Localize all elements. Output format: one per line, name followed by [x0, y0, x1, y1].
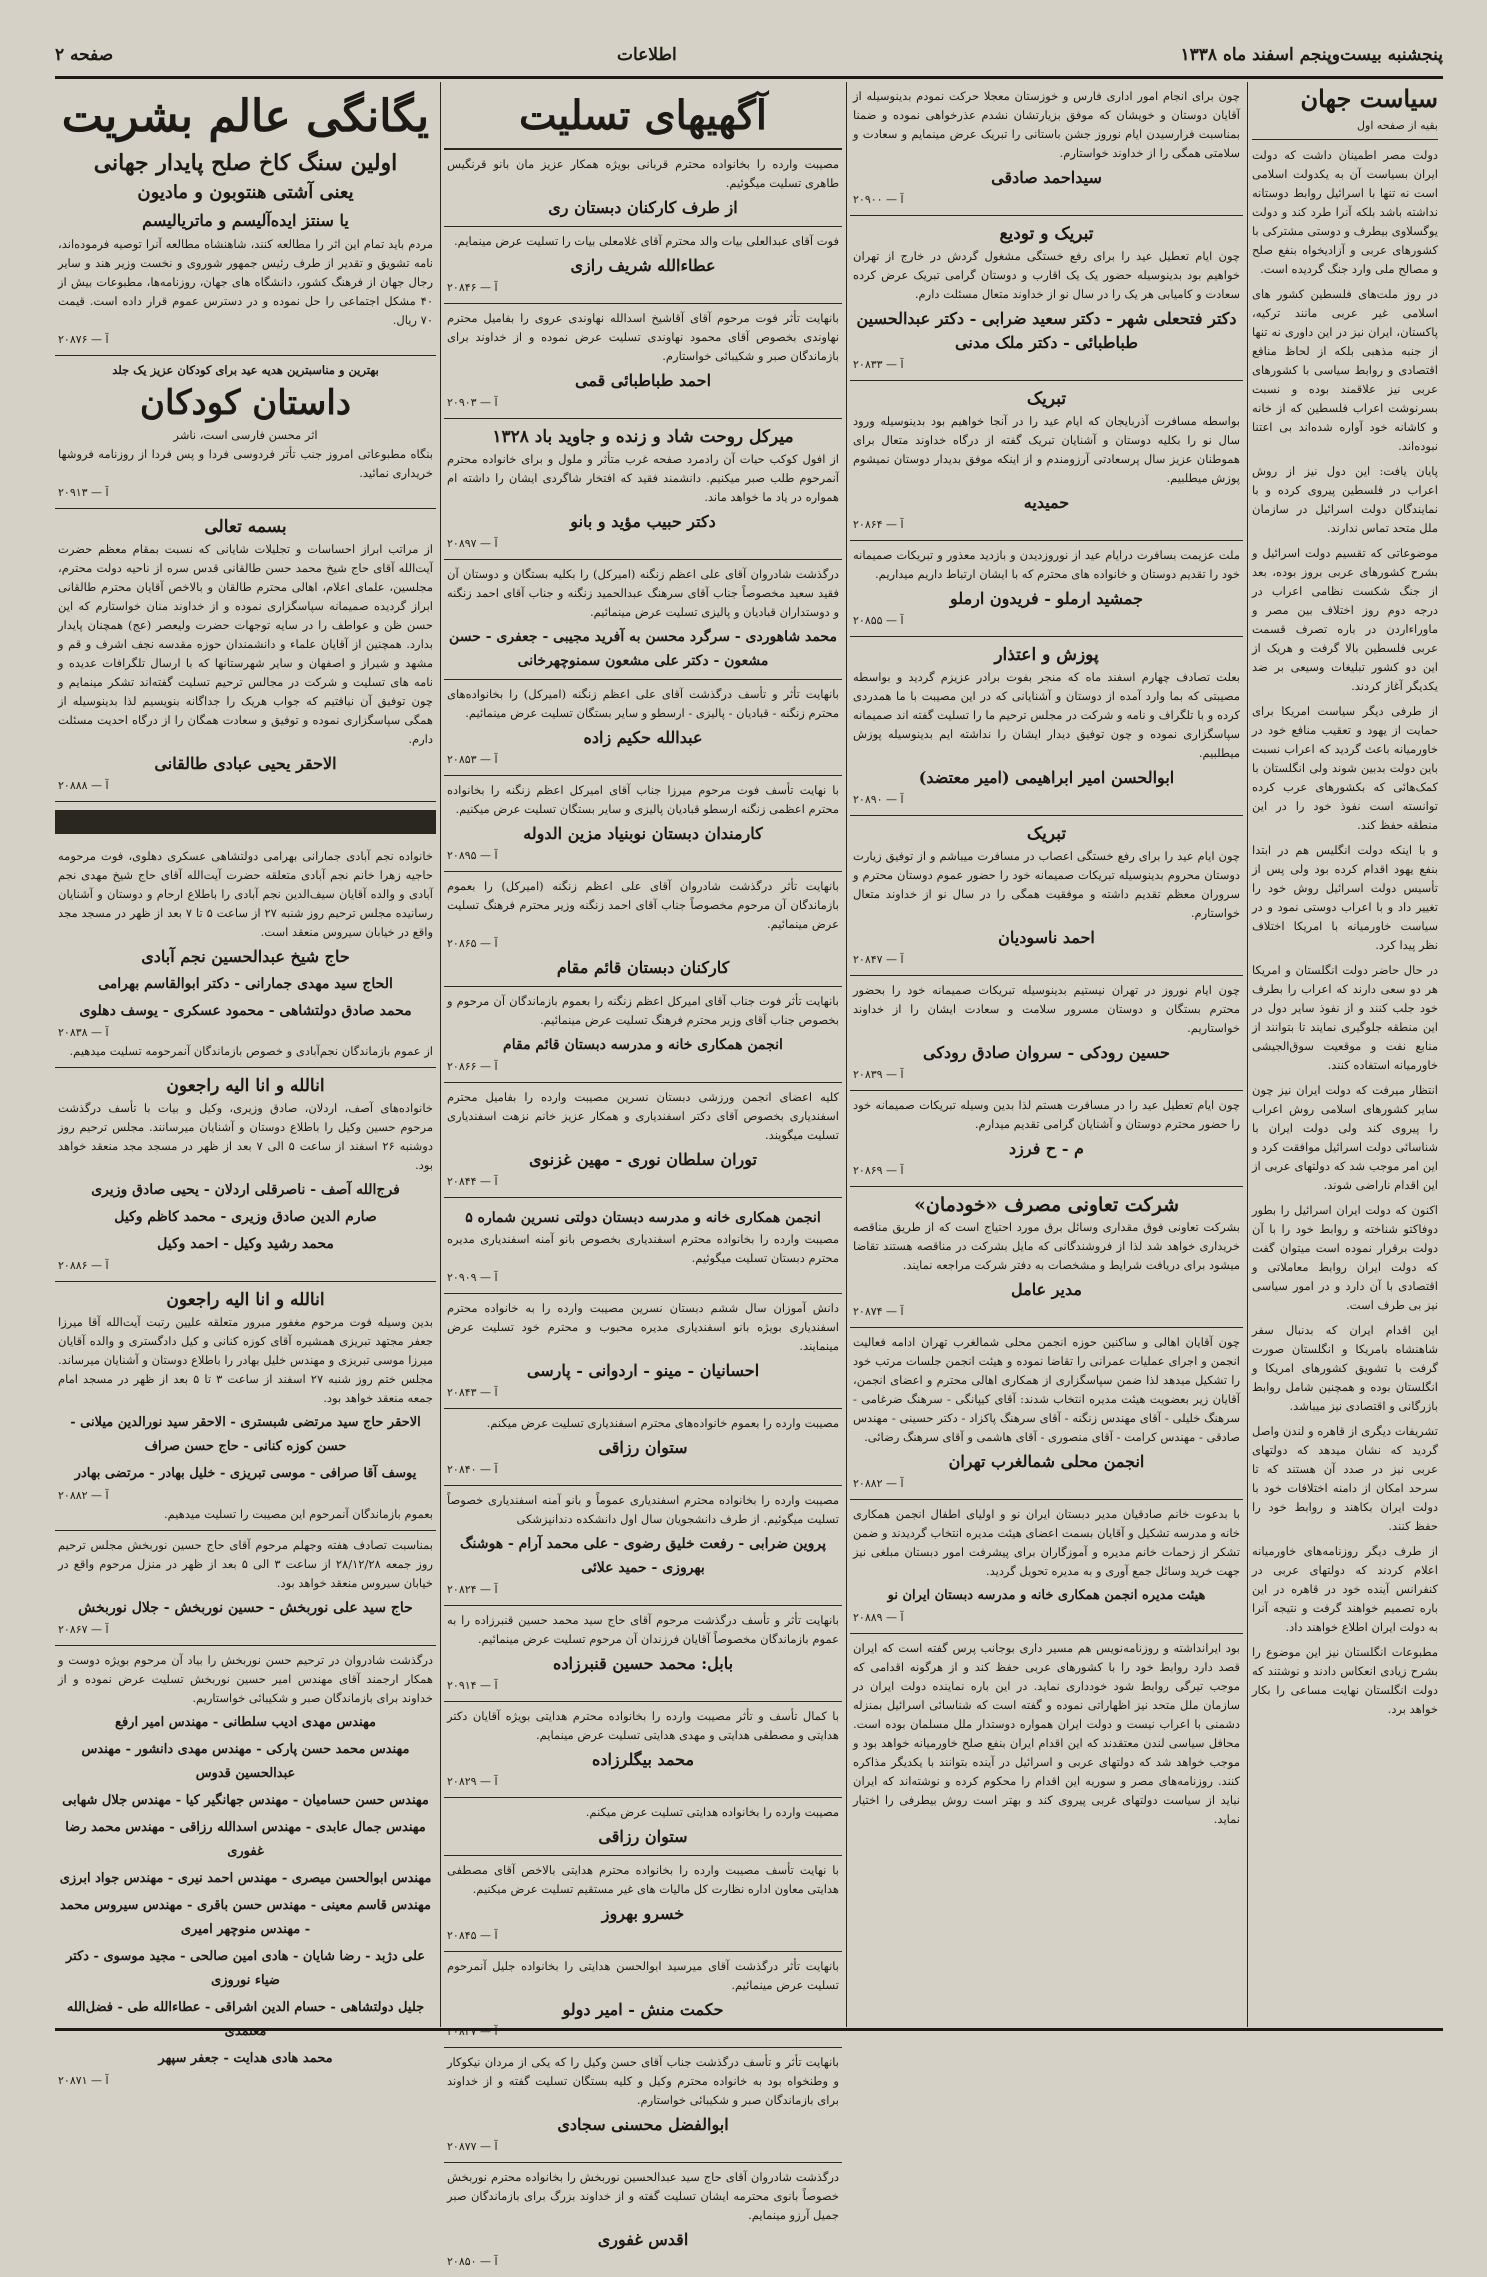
article-paragraph: تشریفات دیگری از قاهره و لندن واصل گردید که نشان میدهد که دولتهای عربی نیز در صدد آن هستند که تا سرحد امکان از دامنه اختلافات خود با دولت ایران بکاهند و روابط خود را حفظ کنند. [1252, 1424, 1438, 1533]
ad-signature: اقدس غفوری [597, 2230, 689, 2249]
ad-signature: انجمن همکاری خانه و مدرسه دبستان دولتی نسرین شماره ۵ [465, 1210, 821, 1226]
ad-signature: ستوان رزاقی [598, 1827, 688, 1846]
article-paragraph: اکنون که دولت ایران اسرائیل را بطور دوفاکتو شناخته و روابط خود را با آن دولت برقرار نموده است میتوان گفت که دولت ایران روابط معاملاتی و اقتصادی با آن دارد و در امور سیاسی نیز بی طرف است. [1252, 1203, 1438, 1312]
ad-code: آ — ۲۰۸۹۰ [853, 793, 904, 806]
ad-text: بمناسبت تصادف هفته وجهلم مرحوم آقای حاج حسین نوربخش مجلس ترحیم روز جمعه ۲۸/۱۲/۲۸ از ساعت ۳ الی ۵ بعد از ظهر در منزل مرحوم واقع در خیابان سیروس منعقد خواهد بود. [58, 1538, 433, 1590]
notice-title: شرکت تعاونی مصرف «خودمان» [913, 1194, 1180, 1216]
ad-text: بانهایت تأثر و تأسف درگذشت آقای علی اعظم زنگنه (امیرکل) را بخانواده‌های محترم زنگنه - قبادیان - پالیزی - ارسطو و سایر بستگان تسلیت عرض مینمائیم. [447, 687, 839, 720]
ad-subheadline: اولین سنگ کاخ صلح پایدار جهانی [93, 150, 398, 176]
notice [850, 1328, 1243, 1500]
ad-code: آ — ۲۰۸۹۵ [447, 849, 498, 862]
ad-signature: عطاءالله شریف رازی [570, 256, 716, 275]
ad-text: بانهایت تأثر فوت مرحوم آقای آقاشیخ اسدالله نهاوندی عروی را بفامیل محترم نهاوندی بخصوص آقای محمود نهاوندی تسلیت عرض نموده و از خداوند برای بازماندگان صبر و شکیبائی خواستارم. [447, 311, 839, 363]
ad-signature: کارکنان دبستان قائم مقام [556, 958, 730, 977]
ad-code: آ — ۲۰۸۸۸ [58, 779, 109, 792]
column-divider [1247, 82, 1248, 2027]
ad-code: آ — ۲۰۸۸۹ [853, 1611, 904, 1624]
notice-signature: حسین رودکی - سروان صادق رودکی [923, 1043, 1170, 1062]
notice-signature: م - ح فرزد [1009, 1139, 1084, 1158]
separator-bar [55, 810, 436, 834]
notice-text: ملت عزیمت بسافرت درایام عید از نوروزدیدن و بازدید معذور و تبریکات صمیمانه خود را تقدیم دوستان و خانواده های محترم که با ایشان ارتباط داریم میداریم. [853, 548, 1240, 581]
notice [850, 216, 1243, 381]
notice-signature: دکتر فتحعلی شهر - دکتر سعید ضرابی - دکتر عبدالحسین طباطبائی - دکتر ملک مدنی [856, 309, 1237, 352]
notice-text: چون ایام نوروز در تهران نیستیم بدینوسیله تبریکات صمیمانه خود را بحضور محترم بستگان و دوستان مسرور سلامت و سعادت ایشان را از خداوند خواستاریم. [853, 983, 1240, 1035]
ad-text: درگذشت شادروان آقای حاج سید عبدالحسین نوربخش را بخانواده محترم نوربخش خصوصاً بانوی محترمه ایشان تسلیت گفته و از خداوند بزرگ برای بازماندگان صبر جمیل آرزو مینمایم. [447, 2170, 839, 2222]
ad-headline: داستان کودکان [140, 383, 351, 423]
column-world-politics [1252, 82, 1438, 2027]
ad-code: آ — ۲۰۸۴۵ [447, 1929, 498, 1942]
article-paragraph: و با اینکه دولت انگلیس هم در ابتدا بنفع یهود اقدام کرده بود ولی پس از تأسیس دولت اسرائیل روش خود را تغییر داد و با اعراب دوستی نمود و در سیاست خاورمیانه با امریکا اختلاف نظر پیدا کرد. [1252, 843, 1438, 952]
notice [850, 1091, 1243, 1187]
ad-text: بانهایت تأثر و تأسف درگذشت جناب آقای حسن وکیل را که یکی از مردان نیکوکار و وطنخواه بود به خانواده محترم وکیل و کلیه بستگان تسلیت گفته و از خداوند برای بازماندگان صبر و شکیبائی خواستارم. [447, 2055, 839, 2107]
ad-signature: محمد شاهوردی - سرگرد محسن به آفرید مجیبی - جعفری - حسن مشعون - دکتر علی مشعون سمنوچهرخانی [449, 629, 837, 669]
ad-text: مردم باید تمام این اثر را مطالعه کنند، شاهنشاه مطالعه آنرا توصیه فرموده‌اند، نامه تشویق و تقدیر از طرف رئیس جمهور شوروی و نخست وزیر هند و سایر رجال جهان از فرهنگ کشور، دانشگاه های جهان، روزنامه‌ها، مطبوعات بیش از ۴۰ مشکل اجتماعی را حل نموده و در دسترس عموم قرار داده است. قیمت ۷۰ ریال. [58, 237, 433, 327]
ad-signature: خسرو بهروز [601, 1904, 685, 1923]
section-title: آگهیهای تسلیت [444, 82, 842, 150]
ad-signature: دکتر حبیب مؤید و بانو [570, 512, 716, 531]
ad-signature: حاج سید علی نوربخش - حسین نوربخش - جلال نوربخش [78, 1600, 413, 1616]
notice-signature: حمیدیه [1023, 493, 1070, 512]
condolence-ad [55, 1531, 436, 1646]
ad-signature: از طرف کارکنان دبستان ری [548, 198, 738, 217]
notice [850, 1500, 1243, 1634]
ad-signature: پروین ضرابی - رفعت خلیق رضوی - علی محمد آرام - هوشنگ بهروزی - حمید علائی [460, 1536, 826, 1576]
footer-rule [55, 2028, 1443, 2031]
notice-text: بود ایرانداشته و روزنامه‌نویس هم مسیر داری بوجانب پرس گفته است که ایران قصد دارد روابط خود را با کشورهای عربی حفظ کند و از هرگونه اقدامی که موجب تیرگی روابط شود خودداری نماید. در این باره نماینده دولت ایران در سازمان ملل متحد نیز اظهاراتی نموده و گفته است که شناسائی اسرائیل بمنزله دشمنی با اعراب نیست و دولت ایران همواره دوستدار ملل مسلمان بوده است. محافل سیاسی لندن معتقدند که این اقدام ایران بنفع صلح خاورمیانه خواهد بود و موجب خواهد شد که دولتهای عربی و اسرائیل در آینده بتوانند با یکدیگر مذاکره کنند. روزنامه‌های مصر و سوریه این اقدام را محکوم کرده و نوشته‌اند که ایران نباید از سیاست دولتهای غربی پیروی کند و بهتر است روش بیطرفی را اختیار نماید. [853, 1641, 1240, 1826]
ad-code: آ — ۲۰۸۶۵ [447, 937, 498, 950]
ad-signature: بابل: محمد حسین قنبرزاده [552, 1654, 734, 1673]
ad-code: آ — ۲۰۸۴۶ [447, 281, 498, 294]
notice-text: چون ایام عید را برای رفع خستگی اعصاب در مسافرت میباشم و از توفیق زیارت دوستان محروم بدینوسیله تبریکات صمیمانه خود را حضور عموم دوستان محترم و سروران معظم تقدیم داشته و موفقیت همگی را در سال نو از خداوند متعال خواستارم. [853, 849, 1240, 920]
ad-code: آ — ۲۰۸۷۱ [58, 2074, 109, 2087]
notice-text: چون ایام تعطیل عید را برای رفع خستگی مشغول گردش در خارج از تهران خواهیم بود بدینوسیله حضور یک یک اقارب و دوستان گرامی تبریک عرض کرده سعادت و کامیابی هر یک را در سال نو از خداوند متعال مسئلت دارم. [853, 249, 1240, 301]
condolence-ad [444, 680, 842, 776]
notice-signature: سیداحمد صادقی [991, 168, 1102, 187]
article-paragraph: دولت مصر اطمینان داشت که دولت ایران بسیاست آن به یکدولت اسلامی است نه تنها با اسرائیل روابط دوستانه نداشته باشد بلکه آنرا طرد کند و دولت یوگسلاوی بیطرف و دوستی مشترکی با کشورهای عربی و آزادیخواه بنفع صلح و مصالح ملی وارد جنگ گردیده است. [1252, 148, 1438, 276]
notice-title: تبریک و تودیع [999, 224, 1094, 244]
ad-signature: فرج‌الله آصف - ناصرقلی اردلان - یحیی صادق وزیری [91, 1182, 400, 1198]
ad-text: خانواده نجم آبادی جمارانی بهرامی دولتشاهی عسکری دهلوی، فوت مرحومه حاجیه زهرا خانم نجم آبادی متعلقه حضرت آیت‌الله آقای حاج شیخ مهدی نجم آبادی و والده آقایان سیف‌الدین نجم آبادی را باطلاع ارحام و دوستان و آشنایان رسانیده مجلس ترحیم روز شنبه ۲۷ از ساعت ۵ تا ۷ بعد از ظهر در مسجد مجد واقع در خیابان سیروس منعقد است. [58, 849, 433, 939]
ad-text: با نهایت تأسف فوت مرحوم میرزا جناب آقای امیرکل اعظم زنگنه را بخانواده محترم اعظمی زنگنه ارسطو قبادیان پالیزی و سایر بستگان تسلیت عرض میکنیم. [447, 783, 839, 816]
condolence-ad [444, 2048, 842, 2163]
notice-signature: ابوالحسن امیر ابراهیمی (امیر معتضد) [918, 768, 1175, 787]
ad-signature: محمد صادق دولتشاهی - محمود عسکری - یوسف دهلوی [79, 1003, 412, 1019]
header-rule [55, 76, 1443, 79]
ad-signature: محمد بیگلرزاده [591, 1750, 695, 1769]
column-condolences [444, 82, 842, 2268]
condolence-ad [55, 842, 436, 1068]
ad-signature: الحاج سید مهدی جمارانی - دکتر ابوالقاسم بهرامی [98, 976, 393, 992]
ad-signature: صارم الدین صادق وزیری - محمد کاظم وکیل [114, 1209, 377, 1225]
ad-title: میرکل روحت شاد و زنده و جاوید باد ۱۳۲۸ [492, 427, 794, 447]
ad-signature: محمد رشید وکیل - احمد وکیل [157, 1236, 334, 1252]
ad-headline: یگانگی عالم بشریت [61, 91, 430, 142]
ad-text: مصیبت وارده را بخانواده هدایتی تسلیت عرض میکنم. [585, 1805, 839, 1819]
notice [850, 637, 1243, 816]
ad-code: آ — ۲۰۸۷۶ [58, 333, 109, 346]
ad-signature: حکمت منش - امیر دولو [562, 2000, 724, 2019]
condolence-ad [444, 227, 842, 304]
ad-signature: مهندس مهدی ادیب سلطانی - مهندس امیر ارفع [115, 1715, 376, 1730]
condolence-ad [444, 1486, 842, 1606]
ad-code: آ — ۲۰۸۴۷ [853, 953, 904, 966]
ad-signature: محمد هادی هدایت - جعفر سپهر [158, 2051, 333, 2066]
book-ad [55, 356, 436, 509]
condolence-ad [444, 1702, 842, 1798]
ad-text: بعموم بازماندگان آنمرحوم این مصیبت را تسلیت میدهیم. [164, 1507, 433, 1521]
book-ad [55, 82, 436, 356]
ad-code: آ — ۲۰۸۳۷ [447, 2025, 498, 2038]
ad-text: بانهایت تأثر درگذشت شادروان آقای علی اعظم زنگنه (امیرکل) را بعموم بازماندگان آن مرحوم مخصوصاً جناب آقای احمد زنگنه وزیر محترم فرهنگ تسلیت عرض مینمائیم. [447, 879, 839, 931]
ad-text: مصیبت وارده را بعموم خانواده‌های محترم اسفندیاری تسلیت عرض میکنم. [486, 1416, 839, 1430]
ad-title: انالله و انا الیه راجعون [166, 1076, 325, 1096]
ad-subheadline: یعنی آشتی هنتوبون و مادیون [137, 182, 354, 203]
condolence-ad [444, 1083, 842, 1198]
notice-title: تبریک [1026, 824, 1067, 844]
ad-signature: انجمن همکاری خانه و مدرسه دبستان قائم مقام [503, 1037, 783, 1053]
notice [850, 82, 1243, 216]
page-number: صفحه ۲ [55, 45, 114, 65]
ad-text: درگذشت شادروان آقای علی اعظم زنگنه (امیرکل) را بکلیه بستگان و دوستان آن فقید سعید مخصوصاً جناب آقای سرهنگ عبدالحمید زنگنه و جناب آقای احمد زنگنه و دوستداران قبادیان و پالیزی تسلیت عرض مینمائیم. [447, 567, 839, 619]
condolence-ad [444, 872, 842, 987]
ad-text: از عموم بازماندگان نجم‌آبادی و خصوص بازماندگان آنمرحومه تسلیت میدهیم. [69, 1044, 433, 1058]
ad-signature: مهندس قاسم معینی - مهندس حسن باقری - مهندس سیروس محمد - مهندس منوچهر امیری [60, 1898, 431, 1937]
condolence-ad [444, 1606, 842, 1702]
ad-code: آ — ۲۰۸۳۹ [853, 1068, 904, 1081]
section-title: سیاست جهان [1300, 84, 1438, 113]
condolence-ad [55, 1282, 436, 1531]
notice-text: بعلت تصادف چهارم اسفند ماه که منجر بفوت برادر عزیزم گردید و بواسطه مصیبتی که بما وارد آمده از دوستان و آشنایانی که در این مصیبت با ما همدردی کرده و با تلگراف و نامه و شرکت در مجلس ترحیم ما را تسلیت گفته اند صمیمانه سپاسگزاری نموده و چون توفیق دیدار ایشان را نداشته ایم بدینوسیله پوزش میطلبیم. [853, 670, 1240, 760]
notice-text: چون آقایان اهالی و ساکنین حوزه انجمن محلی شمالغرب تهران ادامه فعالیت انجمن و اجرای عملیات عمرانی را تقاضا نموده و هیئت انجمن جلسات مرتب خود را تشکیل میدهد لذا ضمن سپاسگزاری از همکاری اهالی محترم و اعضای انجمن، آقایان زیر بعضویت هیئت مدیره انتخاب شدند: آقای کیپانگی - سرهنگ ضرغامی - سرهنگ خلیلی - آقای مهندس زنگنه - آقای سرهنگ پاکزاد - دکتر حسینی - مهندس صادقی - مهندس کرامت - آقای منصوری - آقای هاشمی و آقای سرهنگ رضائی. [853, 1335, 1240, 1444]
ad-code: آ — ۲۰۸۴۴ [447, 1175, 498, 1188]
ad-text: کلیه اعضای انجمن ورزشی دبستان نسرین مصیبت وارده را بفامیل محترم اسفندیاری بخصوص آقای دکتر اسفندیاری و همکار عزیز خانم نزهت اسفندیاری تسلیت میگویند. [447, 1090, 839, 1142]
ad-code: آ — ۲۰۸۵۵ [853, 614, 904, 627]
ad-text: از افول کوکب حیات آن رادمرد صفحه غرب متأثر و ملول و برای خانواده محترم آنمرحوم طلب صبر میکنیم. دانشمند فقید که افتخار شاگردی ایشان را داشته ام همواره در یاد ما خواهد ماند. [447, 452, 839, 504]
condolence-ad [444, 1198, 842, 1294]
ad-text: مصیبت وارده را بخانواده محترم اسفندیاری بخصوص بانو آمنه اسفندیاری مدیره محترم دبستان تسلیت میگوئیم. [447, 1232, 839, 1265]
condolence-ad [55, 1068, 436, 1282]
notice-signature: احمد ناسودیان [998, 928, 1095, 947]
page-header [55, 36, 1443, 74]
ad-text: بانهایت تأثر درگذشت آقای میرسید ابوالحسن هدایتی را بخانواده جلیل آنمرحوم تسلیت عرض مینمائیم. [447, 1959, 839, 1992]
ad-title: بسمه تعالی [204, 517, 287, 537]
ad-text: بدین وسیله فوت مرحوم مغفور مبرور متعلقه علیین رتبت آیت‌الله آقا میرزا جعفر مجتهد تبریزی همشیره آقای کوزه کنانی و کیل دادگستری و والده آقایان میرزا موسی تبریزی و مهندس خلیل بهادر را باطلاع دوستان و آشنایان میرساند. مجلس ختم روز شنبه ۲۷ اسفند از ساعت ۳ تا ۵ بعد از ظهر در مسجد امام جمعه منعقد خواهد بود. [58, 1315, 434, 1405]
article-continuation [850, 1634, 1243, 1835]
ad-subheadline: یا سنتز ایده‌آلیسم و ماتریالیسم [142, 211, 349, 230]
ad-code: آ — ۲۰۸۶۴ [853, 518, 904, 531]
ad-signature: ستوان رزاقی [598, 1438, 688, 1457]
ad-signature: توران سلطان نوری - مهین غزنوی [529, 1150, 757, 1169]
ad-code: آ — ۲۰۸۳۸ [58, 1026, 109, 1039]
ad-text: بانهایت تأثر فوت جناب آقای امیرکل اعظم زنگنه را بعموم بازماندگان آن مرحوم و بخصوص جناب آقای وزیر محترم فرهنگ تسلیت عرض مینمائیم. [447, 994, 839, 1027]
ad-text: فوت آقای عبدالعلی بیات والد محترم آقای غلامعلی بیات را تسلیت عرض مینمایم. [454, 234, 839, 248]
ad-code: آ — ۲۰۸۶۹ [853, 1164, 904, 1177]
notice-signature: مدیر عامل [1011, 1280, 1082, 1299]
newspaper-name: اطلاعات [616, 45, 677, 65]
article-paragraph: در روز ملت‌های فلسطین کشور های اسلامی غیر عربی مانند ترکیه، پاکستان، ایران نیز در این داوری نه تنها از جنبه مذهبی بلکه از لحاظ منافع اقتصادی و روابط سیاسی با کشورهای عربی نیز علاقمند بوده و نسبت بسرنوشت اعراب فلسطین که از خانه و کاشانه خود آواره شده‌اند بی اعتنا نبوده‌اند. [1252, 287, 1438, 453]
ad-code: آ — ۲۰۸۸۲ [853, 1477, 904, 1490]
notice-signature: هیئت مدیره انجمن همکاری خانه و مدرسه دبستان ایران نو [887, 1588, 1206, 1603]
ad-text: دانش آموزان سال ششم دبستان نسرین مصیبت وارده را به خانواده محترم اسفندیاری بویژه بانو اسفندیاری مدیره محبوب و محترم خود تسلیت عرض مینمایند. [447, 1301, 839, 1353]
condolence-ad [444, 1856, 842, 1952]
ad-code: آ — ۲۰۸۵۳ [447, 753, 498, 766]
condolence-ad [55, 509, 436, 802]
ad-code: آ — ۲۰۹۰۳ [447, 396, 498, 409]
article-paragraph: مطبوعات انگلستان نیز این موضوع را بشرح زیادی انعکاس دادند و نوشتند که دولت انگلستان نهایت مساعی را بکار خواهد برد. [1252, 1645, 1438, 1716]
article-paragraph: این اقدام ایران که بدنبال سفر شاهنشاه بامریکا و انگلستان صورت گرفت با تشویق کشورهای امریکا و انگلستان بوده و همچنین شامل روابط بازرگانی و اقتصادی نیز میباشد. [1252, 1323, 1438, 1413]
ad-code: آ — ۲۰۹۱۳ [58, 486, 109, 499]
condolence-ad [444, 1409, 842, 1486]
ad-text: مصیبت وارده را بخانواده محترم اسفندیاری عموماً و بانو آمنه اسفندیاری خصوصاً تسلیت میگوئیم. از طرف دانشجویان سال اول دانشکده دندانپزشکی [447, 1493, 839, 1526]
notice [850, 1187, 1243, 1328]
ad-code: آ — ۲۰۸۶۶ [447, 1060, 498, 1073]
ad-code: آ — ۲۰۸۲۴ [447, 1583, 498, 1596]
column-announcements [55, 82, 436, 2087]
ad-code: آ — ۲۰۹۱۴ [447, 1679, 498, 1692]
notice-text: بشرکت تعاونی فوق مقداری وسائل برق مورد احتیاج است که از طریق مناقصه خریداری خواهد شد لذا از فروشندگانی که مایل بشرکت در مناقصه هستند تقاضا میشود برای دریافت شرایط و مشخصات به دفتر شرکت مراجعه نمایند. [853, 1220, 1240, 1272]
ad-code: آ — ۲۰۸۲۹ [447, 1775, 498, 1788]
article-paragraph: در حال حاضر دولت انگلستان و امریکا هر دو سعی دارند که اعراب را بطرف خود جلب کنند و از نفوذ سایر دول در این منطقه جلوگیری نمایند تا بتوانند از منابع نفت و موقعیت سوق‌الجیشی خاورمیانه استفاده کنند. [1252, 963, 1438, 1072]
column-greetings [850, 82, 1243, 2027]
ad-signature: احمد طباطبائی قمی [574, 371, 712, 390]
ad-signature: مهندس جمال عابدی - مهندس اسدالله رزاقی - مهندس محمد رضا غفوری [65, 1820, 426, 1859]
ad-text: بهترین و مناسبترین هدیه عید برای کودکان عزیز یک جلد [112, 363, 379, 377]
ad-signature: احسانیان - مینو - اردوانی - پارسی [526, 1361, 760, 1380]
ad-text: اثر محسن فارسی است، ناشر [173, 428, 318, 442]
column-divider [440, 82, 441, 2027]
ad-signature: کارمندان دبستان نوبنیاد مزین الدوله [523, 824, 763, 843]
section-subtitle: بقیه از صفحه اول [1357, 119, 1438, 132]
ad-text: بنگاه مطبوعاتی امروز جنب تأتر فردوسی فردا و پس فردا از روزنامه فروشها خریداری نمائید. [58, 447, 433, 480]
condolence-ad [444, 1798, 842, 1856]
ad-signature: ابوالفضل محسنی سجادی [557, 2115, 729, 2134]
ad-code: آ — ۲۰۸۳۳ [853, 358, 904, 371]
ad-signature: مهندس ابوالحسن میصری - مهندس احمد نیری - مهندس جواد ابرزی [59, 1871, 432, 1886]
ad-text: با نهایت تأسف مصیبت وارده را بخانواده محترم هدایتی بالاخص آقای مصطفی هدایتی معاون اداره نظارت کل مالیات های غیر مستقیم تسلیت عرض میکنیم. [447, 1863, 839, 1896]
ad-code: آ — ۲۰۸۷۷ [447, 2140, 498, 2153]
ad-text: درگذشت شادروان در ترحیم حسن نوربخش را بیاد آن مرحوم بویژه دوست و همکار ارجمند آقای مهندس امیر حسین نوربخش تسلیت عرض نموده و از خداوند برای بازماندگان صبر و شکیبائی خواستاریم. [58, 1653, 433, 1705]
article-paragraph: پایان یافت: این دول نیز از روش اعراب در فلسطین پیروی کرده و با نمایندگان دولت اسرائیل در سازمان ملل متحد تماس ندارند. [1252, 464, 1438, 535]
condolence-ad [444, 150, 842, 227]
condolence-ad [444, 987, 842, 1083]
condolence-ad [444, 2163, 842, 2277]
condolence-ad [444, 419, 842, 560]
article-paragraph: از طرفی دیگر سیاست امریکا برای حمایت از یهود و تعقیب منافع خود در خاورمیانه باعث گردید که اعراب نسبت باین دولت بدبین شوند ولی انگلستان با کمک‌هائی که بکشورهای عرب کرده توانسته است نفوذ خود را در این منطقه حفظ کند. [1252, 704, 1438, 832]
notice-signature: جمشید ارملو - فریدون ارملو [950, 589, 1143, 608]
notice-signature: انجمن محلی شمالغرب تهران [948, 1452, 1145, 1471]
notice-text: چون برای انجام امور اداری فارس و خوزستان معجلا حرکت نمودم بدینوسیله از آقایان دوستان و خویشان که موفق بزیارتشان نشدم عذرخواهی نموده و ضمنا بمناسبت فرارسیدن ایام نوروز جشن باستانی را تبریک عرض مینمایم و سعادت و سلامتی همگی را از خداوند خواستارم. [853, 89, 1240, 160]
ad-signature: علی دژبد - رضا شایان - هادی امین صالحی - مجید موسوی - دکتر ضیاء نوروزی [65, 1949, 426, 1988]
condolence-ad [444, 304, 842, 419]
ad-text: خانواده‌های آصف، اردلان، صادق وزیری، وکیل و بیات با تأسف درگذشت مرحوم حسین وکیل را باطلاع دوستان و آشنایان میرسانند. مجلس ترحیم روز دوشنبه ۲۶ اسفند از ساعت ۵ الی ۷ بعد از ظهر در مسجد مجد منعقد خواهد بود. [58, 1101, 433, 1172]
condolence-ad [444, 776, 842, 872]
ad-code: آ — ۲۰۸۸۲ [58, 1489, 109, 1502]
column-divider [846, 82, 847, 2027]
ad-code: آ — ۲۰۸۹۷ [447, 537, 498, 550]
ad-code: آ — ۲۰۹۰۹ [447, 1271, 498, 1284]
condolence-ad [444, 1952, 842, 2048]
ad-code: آ — ۲۰۹۰۰ [853, 193, 904, 206]
notice-title: تبریک [1026, 389, 1067, 409]
article-paragraph: از طرف دیگر روزنامه‌های خاورمیانه اعلام کردند که دولتهای عربی در کنفرانس آینده خود در قاهره در این باره تصمیم خواهند گرفت و نتیجه آنرا به دولت ایران اطلاع خواهند داد. [1252, 1544, 1438, 1634]
notice-text: چون ایام تعطیل عید را در مسافرت هستم لذا بدین وسیله تبریکات صمیمانه خود را حضور محترم دوستان و آشنایان گرامی تقدیم میدارم. [853, 1098, 1240, 1131]
notice-title: پوزش و اعتذار [994, 645, 1099, 665]
notice [850, 381, 1243, 541]
ad-text: مصیبت وارده را بخانواده محترم قربانی بویژه همکار عزیز مان بانو قرنگیس طاهری تسلیت میگوئیم. [447, 157, 839, 190]
ad-signature: حاج شیخ عبدالحسین نجم آبادی [141, 947, 350, 966]
condolence-ad [444, 1294, 842, 1409]
issue-date: پنجشنبه بیست‌وپنجم اسفند ماه ۱۳۳۸ [1180, 45, 1443, 65]
ad-signature: جلیل دولتشاهی - حسام الدین اشراقی - عطاءالله طی - فضل‌الله معتمدی [66, 2000, 425, 2039]
article-paragraph: انتظار میرفت که دولت ایران نیز چون سایر کشورهای اسلامی روش اعراب را پیروی کند ولی دولت ایران با شناسائی دولت اسرائیل موافقت کرد و این امر موجب شد که دولتهای عربی از این اقدام ناراضی شوند. [1252, 1083, 1438, 1192]
article-paragraph: موضوعاتی که تقسیم دولت اسرائیل و بشرح کشورهای عربی بروز بوده، بعد از جنگ شکست نظامی اعراب در درجه دوم روز اختلاف بین مصر و ماوراءاردن در باره تصرف قسمت عربی فلسطین بالا گرفت و هریک از این دو کشور تبلیغات وسیعی بر ضد یکدیگر آغاز کردند. [1252, 546, 1438, 693]
ad-code: آ — ۲۰۸۴۳ [447, 1386, 498, 1399]
ad-code: آ — ۲۰۸۷۴ [853, 1305, 904, 1318]
ad-signature: الاحقر حاج سید مرتضی شبستری - الاحقر سید نورالدین میلانی - حسن کوزه کنانی - حاج حسن صراف [70, 1415, 421, 1454]
ad-title: انالله و انا الیه راجعون [166, 1290, 325, 1310]
ad-code: آ — ۲۰۸۴۰ [447, 1463, 498, 1476]
ad-signature: یوسف آقا صرافی - موسی تبریزی - خلیل بهادر - مرتضی بهادر [74, 1466, 417, 1481]
ad-signature: الاحقر یحیی عبادی طالقانی [154, 754, 337, 773]
ad-code: آ — ۲۰۸۸۶ [58, 1259, 109, 1272]
ad-signature: مهندس محمد حسن پارکی - مهندس مهدی دانشور - مهندس عبدالحسین قدوس [81, 1742, 410, 1781]
ad-text: با کمال تأسف و تأثر مصیبت وارده را بخانواده محترم هدایتی بویژه آقایان دکتر هدایتی و مصطفی هدایتی و مهدی هدایتی تسلیت عرض مینمایم. [447, 1709, 839, 1742]
ad-text: بانهایت تأثر و تأسف درگذشت مرحوم آقای حاج سید محمد حسین قنبرزاده را به عموم بازماندگان مخصوصاً آقایان فرزندان آن مرحوم تسلیت عرض مینمائیم. [447, 1613, 839, 1646]
notice-text: با بدعوت خانم صادقیان مدیر دبستان ایران نو و اولیای اطفال انجمن همکاری خانه و مدرسه تشکیل و آقایان بسمت اعضای هیئت مدیره انتخاب گردیدند و ضمن تشکر از زحمات خانم مدیره و آموزگاران برای پیشرفت امور دبستان مبلغی نیز جهت خرید وسائل جمع آوری و به مدیره تحویل گردید. [853, 1507, 1240, 1578]
notice-text: بواسطه مسافرت آذربایجان که ایام عید را در آنجا خواهیم بود بدینوسیله ورود سال نو را بکلیه دوستان و آشنایان تبریک گفته از درگاه خداوند متعال برای هموطنان عزیز سال پرسعادتی آرزومندم و از اینکه موفق بدیدار دوستان نمیشوم پوزش میطلبیم. [853, 414, 1240, 485]
ad-text: از مراتب ابراز احساسات و تجلیلات شایانی که نسبت بمقام معظم حضرت آیت‌الله آقای حاج شیخ محمد حسن طالقانی قدس سره از ناحیه دولت محترم، مجلسین، علمای اعلام، اهالی محترم طالقان و بالاخص آقایان محترم طالقانی ابراز گردیده صمیمانه سپاسگزاری نموده و از خداوند منان خواستارم که این حسن ظن و عواطف را در سایه توجهات حضرت ولیعصر (عج) همچنان پایدار بدارد. همچنین از آقایان علماء و دانشمندان حوزه مقدسه نجف اشرف و قم و مشهد و شیراز و اصفهان و سایر شهرستانها که با ارسال تلگرافات عدیده و نامه های تسلیت و شرکت در مجالس ترحیم تسلیت گفته‌اند تشکر مینمایم و چون توفیق آن نیافتیم که جواب هریک را جداگانه بنویسیم لذا بدینوسیله از همگی سپاسگزاری نموده و توفیق و سعادت همگان را از درگاه احدیت مسئلت دارم. [58, 542, 433, 746]
notice [850, 816, 1243, 976]
condolence-ad [444, 560, 842, 680]
notice [850, 976, 1243, 1091]
ad-signature: عبدالله حکیم زاده [583, 728, 703, 747]
ad-code: آ — ۲۰۸۵۰ [447, 2255, 498, 2268]
ad-signature: مهندس حسن حسامیان - مهندس جهانگیر کیا - مهندس جلال شهابی [62, 1793, 429, 1808]
notice [850, 541, 1243, 637]
ad-code: آ — ۲۰۸۶۷ [58, 1623, 109, 1636]
